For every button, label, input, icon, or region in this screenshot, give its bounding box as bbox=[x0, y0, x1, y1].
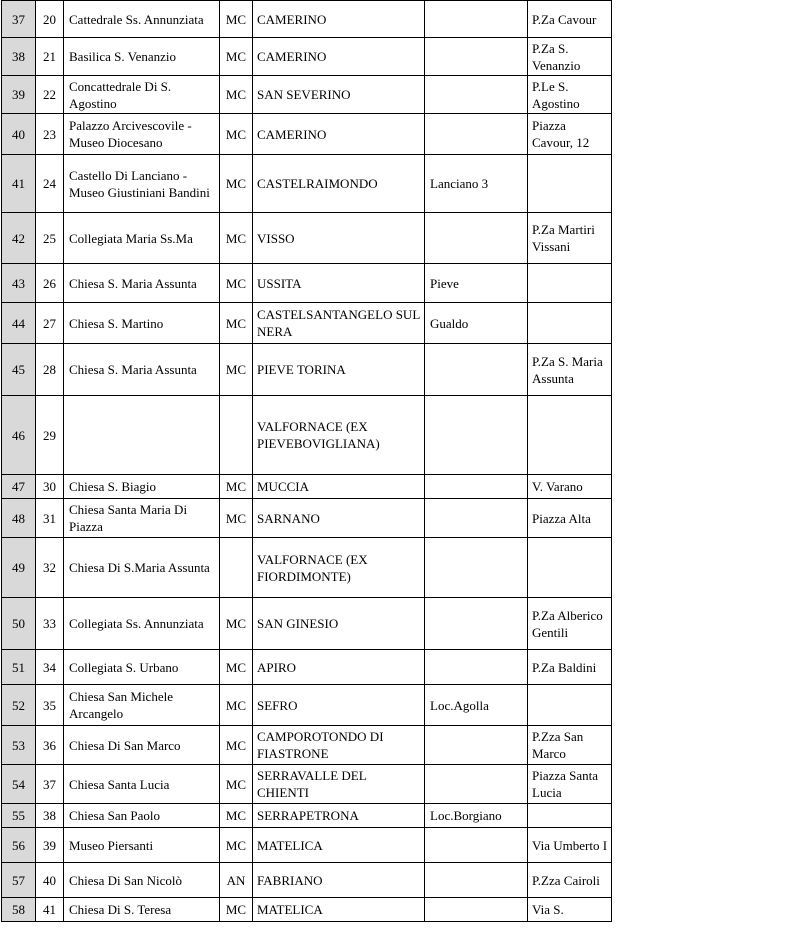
locality-cell: Pieve bbox=[425, 264, 528, 303]
locality-cell: Loc.Borgiano bbox=[425, 804, 528, 828]
site-name-cell: Concattedrale Di S. Agostino bbox=[64, 76, 220, 114]
municipality-cell: SARNANO bbox=[253, 499, 425, 538]
province-cell bbox=[220, 396, 253, 475]
item-number-cell: 37 bbox=[36, 765, 64, 804]
row-index-cell: 39 bbox=[2, 76, 36, 114]
province-cell: MC bbox=[220, 475, 253, 499]
heritage-sites-table bbox=[1, 0, 612, 922]
table-row bbox=[2, 213, 612, 264]
province-cell: MC bbox=[220, 804, 253, 828]
row-index-cell: 43 bbox=[2, 264, 36, 303]
province-cell: MC bbox=[220, 303, 253, 344]
row-index-cell: 58 bbox=[2, 898, 36, 922]
table-row bbox=[2, 1, 612, 38]
municipality-cell: MATELICA bbox=[253, 828, 425, 863]
municipality-cell: SERRAPETRONA bbox=[253, 804, 425, 828]
locality-cell bbox=[425, 898, 528, 922]
item-number-cell: 28 bbox=[36, 344, 64, 396]
item-number-cell: 25 bbox=[36, 213, 64, 264]
row-index-cell: 49 bbox=[2, 538, 36, 598]
municipality-cell: FABRIANO bbox=[253, 863, 425, 898]
row-index-cell: 46 bbox=[2, 396, 36, 475]
address-cell bbox=[528, 804, 612, 828]
address-cell bbox=[528, 685, 612, 726]
municipality-cell: CAMPOROTONDO DI FIASTRONE bbox=[253, 726, 425, 765]
site-name-cell: Chiesa Santa Maria Di Piazza bbox=[64, 499, 220, 538]
address-cell: P.Zza San Marco bbox=[528, 726, 612, 765]
address-cell: P.Za Alberico Gentili bbox=[528, 598, 612, 650]
municipality-cell: MATELICA bbox=[253, 898, 425, 922]
item-number-cell: 23 bbox=[36, 114, 64, 155]
province-cell: MC bbox=[220, 650, 253, 685]
item-number-cell: 22 bbox=[36, 76, 64, 114]
site-name-cell: Chiesa Di S.Maria Assunta bbox=[64, 538, 220, 598]
table-row bbox=[2, 155, 612, 213]
municipality-cell: CASTELSANTANGELO SUL NERA bbox=[253, 303, 425, 344]
site-name-cell: Chiesa S. Maria Assunta bbox=[64, 264, 220, 303]
province-cell: MC bbox=[220, 114, 253, 155]
row-index-cell: 38 bbox=[2, 38, 36, 76]
address-cell: P.Za S. Venanzio bbox=[528, 38, 612, 76]
site-name-cell: Basilica S. Venanzio bbox=[64, 38, 220, 76]
municipality-cell: CAMERINO bbox=[253, 1, 425, 38]
row-index-cell: 52 bbox=[2, 685, 36, 726]
locality-cell bbox=[425, 765, 528, 804]
table-row bbox=[2, 344, 612, 396]
row-index-cell: 48 bbox=[2, 499, 36, 538]
item-number-cell: 39 bbox=[36, 828, 64, 863]
address-cell: P.Za Cavour bbox=[528, 1, 612, 38]
table-row bbox=[2, 650, 612, 685]
table-row bbox=[2, 898, 612, 922]
locality-cell bbox=[425, 396, 528, 475]
province-cell: MC bbox=[220, 1, 253, 38]
locality-cell bbox=[425, 863, 528, 898]
address-cell: V. Varano bbox=[528, 475, 612, 499]
locality-cell bbox=[425, 538, 528, 598]
item-number-cell: 33 bbox=[36, 598, 64, 650]
site-name-cell: Chiesa Santa Lucia bbox=[64, 765, 220, 804]
locality-cell bbox=[425, 213, 528, 264]
locality-cell bbox=[425, 726, 528, 765]
table-row bbox=[2, 38, 612, 76]
address-cell: P.Za Martiri Vissani bbox=[528, 213, 612, 264]
address-cell bbox=[528, 396, 612, 475]
table-row bbox=[2, 804, 612, 828]
address-cell: P.Zza Cairoli bbox=[528, 863, 612, 898]
table-row bbox=[2, 303, 612, 344]
locality-cell: Gualdo bbox=[425, 303, 528, 344]
address-cell bbox=[528, 155, 612, 213]
item-number-cell: 29 bbox=[36, 396, 64, 475]
province-cell: MC bbox=[220, 898, 253, 922]
row-index-cell: 54 bbox=[2, 765, 36, 804]
table-row bbox=[2, 598, 612, 650]
province-cell: MC bbox=[220, 38, 253, 76]
row-index-cell: 55 bbox=[2, 804, 36, 828]
item-number-cell: 34 bbox=[36, 650, 64, 685]
table-row bbox=[2, 726, 612, 765]
row-index-cell: 56 bbox=[2, 828, 36, 863]
municipality-cell: CASTELRAIMONDO bbox=[253, 155, 425, 213]
province-cell: MC bbox=[220, 765, 253, 804]
municipality-cell: VALFORNACE (EX PIEVEBOVIGLIANA) bbox=[253, 396, 425, 475]
table-row bbox=[2, 499, 612, 538]
locality-cell bbox=[425, 650, 528, 685]
item-number-cell: 27 bbox=[36, 303, 64, 344]
locality-cell: Loc.Agolla bbox=[425, 685, 528, 726]
item-number-cell: 21 bbox=[36, 38, 64, 76]
table-row bbox=[2, 475, 612, 499]
row-index-cell: 51 bbox=[2, 650, 36, 685]
table-row bbox=[2, 76, 612, 114]
province-cell: MC bbox=[220, 344, 253, 396]
table-row bbox=[2, 828, 612, 863]
row-index-cell: 42 bbox=[2, 213, 36, 264]
item-number-cell: 30 bbox=[36, 475, 64, 499]
item-number-cell: 31 bbox=[36, 499, 64, 538]
province-cell: MC bbox=[220, 499, 253, 538]
municipality-cell: CAMERINO bbox=[253, 38, 425, 76]
locality-cell bbox=[425, 475, 528, 499]
municipality-cell: SERRAVALLE DEL CHIENTI bbox=[253, 765, 425, 804]
item-number-cell: 35 bbox=[36, 685, 64, 726]
site-name-cell: Palazzo Arcivescovile - Museo Diocesano bbox=[64, 114, 220, 155]
locality-cell bbox=[425, 76, 528, 114]
locality-cell bbox=[425, 38, 528, 76]
site-name-cell: Cattedrale Ss. Annunziata bbox=[64, 1, 220, 38]
item-number-cell: 26 bbox=[36, 264, 64, 303]
site-name-cell: Chiesa Di San Nicolò bbox=[64, 863, 220, 898]
province-cell bbox=[220, 538, 253, 598]
site-name-cell: Collegiata S. Urbano bbox=[64, 650, 220, 685]
item-number-cell: 41 bbox=[36, 898, 64, 922]
item-number-cell: 32 bbox=[36, 538, 64, 598]
site-name-cell: Chiesa San Paolo bbox=[64, 804, 220, 828]
locality-cell bbox=[425, 114, 528, 155]
municipality-cell: VALFORNACE (EX FIORDIMONTE) bbox=[253, 538, 425, 598]
province-cell: AN bbox=[220, 863, 253, 898]
address-cell: P.Za S. Maria Assunta bbox=[528, 344, 612, 396]
locality-cell bbox=[425, 828, 528, 863]
address-cell bbox=[528, 538, 612, 598]
row-index-cell: 57 bbox=[2, 863, 36, 898]
municipality-cell: PIEVE TORINA bbox=[253, 344, 425, 396]
row-index-cell: 53 bbox=[2, 726, 36, 765]
row-index-cell: 47 bbox=[2, 475, 36, 499]
address-cell bbox=[528, 264, 612, 303]
site-name-cell: Chiesa S. Martino bbox=[64, 303, 220, 344]
province-cell: MC bbox=[220, 598, 253, 650]
locality-cell bbox=[425, 598, 528, 650]
site-name-cell: Chiesa S. Biagio bbox=[64, 475, 220, 499]
table-row bbox=[2, 863, 612, 898]
item-number-cell: 20 bbox=[36, 1, 64, 38]
table-row bbox=[2, 765, 612, 804]
site-name-cell: Chiesa Di San Marco bbox=[64, 726, 220, 765]
municipality-cell: SEFRO bbox=[253, 685, 425, 726]
municipality-cell: USSITA bbox=[253, 264, 425, 303]
site-name-cell bbox=[64, 396, 220, 475]
item-number-cell: 24 bbox=[36, 155, 64, 213]
row-index-cell: 44 bbox=[2, 303, 36, 344]
site-name-cell: Museo Piersanti bbox=[64, 828, 220, 863]
row-index-cell: 37 bbox=[2, 1, 36, 38]
address-cell: P.Le S. Agostino bbox=[528, 76, 612, 114]
address-cell: Piazza Alta bbox=[528, 499, 612, 538]
item-number-cell: 36 bbox=[36, 726, 64, 765]
table-row bbox=[2, 685, 612, 726]
municipality-cell: SAN SEVERINO bbox=[253, 76, 425, 114]
province-cell: MC bbox=[220, 155, 253, 213]
province-cell: MC bbox=[220, 726, 253, 765]
address-cell: Via Umberto I bbox=[528, 828, 612, 863]
province-cell: MC bbox=[220, 264, 253, 303]
site-name-cell: Chiesa San Michele Arcangelo bbox=[64, 685, 220, 726]
item-number-cell: 38 bbox=[36, 804, 64, 828]
table-row bbox=[2, 396, 612, 475]
locality-cell bbox=[425, 1, 528, 38]
address-cell: Via S. bbox=[528, 898, 612, 922]
municipality-cell: APIRO bbox=[253, 650, 425, 685]
address-cell: Piazza Santa Lucia bbox=[528, 765, 612, 804]
locality-cell bbox=[425, 499, 528, 538]
province-cell: MC bbox=[220, 76, 253, 114]
address-cell: Piazza Cavour, 12 bbox=[528, 114, 612, 155]
site-name-cell: Chiesa Di S. Teresa bbox=[64, 898, 220, 922]
municipality-cell: SAN GINESIO bbox=[253, 598, 425, 650]
table-body bbox=[2, 1, 612, 922]
item-number-cell: 40 bbox=[36, 863, 64, 898]
municipality-cell: MUCCIA bbox=[253, 475, 425, 499]
province-cell: MC bbox=[220, 685, 253, 726]
table-row bbox=[2, 264, 612, 303]
site-name-cell: Castello Di Lanciano - Museo Giustiniani Bandini bbox=[64, 155, 220, 213]
locality-cell: Lanciano 3 bbox=[425, 155, 528, 213]
table-row bbox=[2, 538, 612, 598]
site-name-cell: Collegiata Maria Ss.Ma bbox=[64, 213, 220, 264]
locality-cell bbox=[425, 344, 528, 396]
municipality-cell: VISSO bbox=[253, 213, 425, 264]
address-cell: P.Za Baldini bbox=[528, 650, 612, 685]
row-index-cell: 45 bbox=[2, 344, 36, 396]
address-cell bbox=[528, 303, 612, 344]
province-cell: MC bbox=[220, 828, 253, 863]
site-name-cell: Chiesa S. Maria Assunta bbox=[64, 344, 220, 396]
municipality-cell: CAMERINO bbox=[253, 114, 425, 155]
province-cell: MC bbox=[220, 213, 253, 264]
row-index-cell: 50 bbox=[2, 598, 36, 650]
site-name-cell: Collegiata Ss. Annunziata bbox=[64, 598, 220, 650]
row-index-cell: 40 bbox=[2, 114, 36, 155]
table-row bbox=[2, 114, 612, 155]
row-index-cell: 41 bbox=[2, 155, 36, 213]
